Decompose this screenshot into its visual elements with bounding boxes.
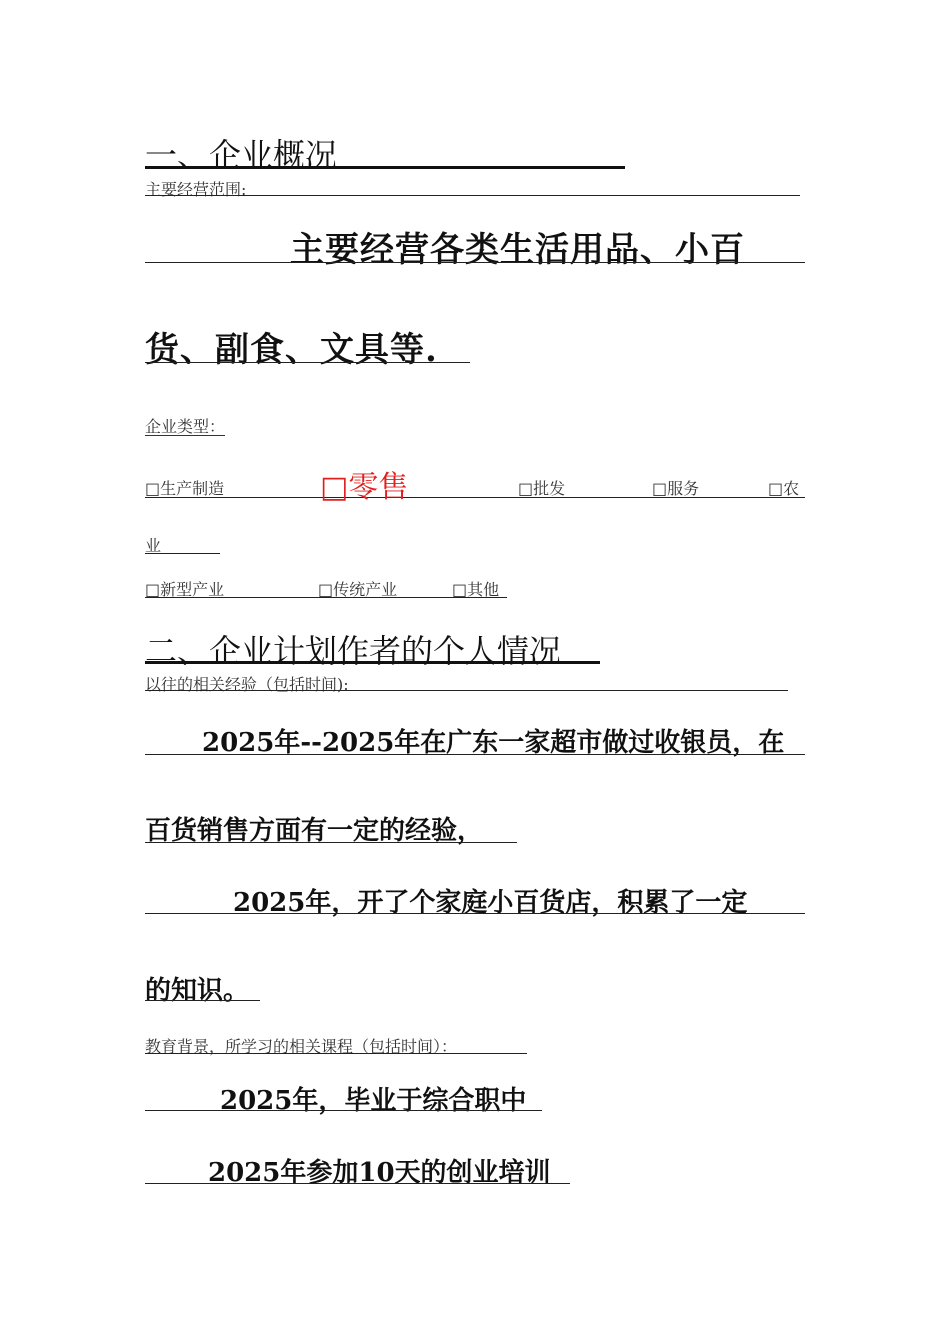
- education-line1: 2025年，毕业于综合职中: [220, 1086, 527, 1116]
- scope-line2-underline: [145, 362, 470, 363]
- section2-heading-underline: [145, 661, 600, 664]
- experience-line1-underline: [145, 754, 805, 755]
- education-label-line: [145, 1053, 527, 1054]
- agri-underline: [145, 553, 220, 554]
- type-options-underline: [145, 497, 805, 498]
- experience-line1: 2025年--2025年在广东一家超市做过收银员，在: [202, 728, 785, 758]
- option-other[interactable]: □其他: [452, 580, 500, 599]
- education-line2-underline: [145, 1183, 570, 1184]
- section1-heading: 一、企业概况: [145, 136, 338, 174]
- experience-label: 以往的相关经验（包括时间):: [145, 675, 349, 694]
- scope-label-line: [145, 195, 800, 196]
- experience-line2-underline: [145, 842, 517, 843]
- experience-line4: 的知识。: [145, 976, 250, 1006]
- option-service[interactable]: □服务: [652, 479, 700, 498]
- education-line1-underline: [145, 1110, 542, 1111]
- section2-heading: 二、企业计划作者的个人情况: [145, 632, 562, 670]
- option-wholesale[interactable]: □批发: [518, 479, 566, 498]
- scope-text-line1: 主要经营各类生活用品、小百: [290, 230, 745, 270]
- experience-line3: 2025年，开了个家庭小百货店，积累了一定: [233, 888, 748, 918]
- option-manufacturing[interactable]: □生产制造: [145, 479, 225, 498]
- option-agriculture[interactable]: □农: [768, 479, 800, 498]
- education-line2: 2025年参加10天的创业培训: [208, 1158, 551, 1188]
- education-label: 教育背景，所学习的相关课程（包括时间）：: [145, 1037, 458, 1056]
- type-label: 企业类型：: [145, 417, 226, 436]
- scope-text-line2: 货、副食、文具等.: [145, 330, 438, 370]
- scope-line1-underline: [145, 262, 805, 263]
- option-new-industry[interactable]: □新型产业: [145, 580, 225, 599]
- section1-heading-underline: [145, 166, 625, 169]
- option-traditional[interactable]: □传统产业: [318, 580, 398, 599]
- experience-line4-underline: [145, 1000, 260, 1001]
- scope-label: 主要经营范围:: [145, 180, 247, 199]
- option-retail[interactable]: □零售: [320, 470, 409, 505]
- experience-line2: 百货销售方面有一定的经验，: [145, 816, 484, 846]
- option-agriculture-cont: 业: [145, 536, 162, 555]
- experience-line3-underline: [145, 913, 805, 914]
- experience-label-line: [145, 690, 788, 691]
